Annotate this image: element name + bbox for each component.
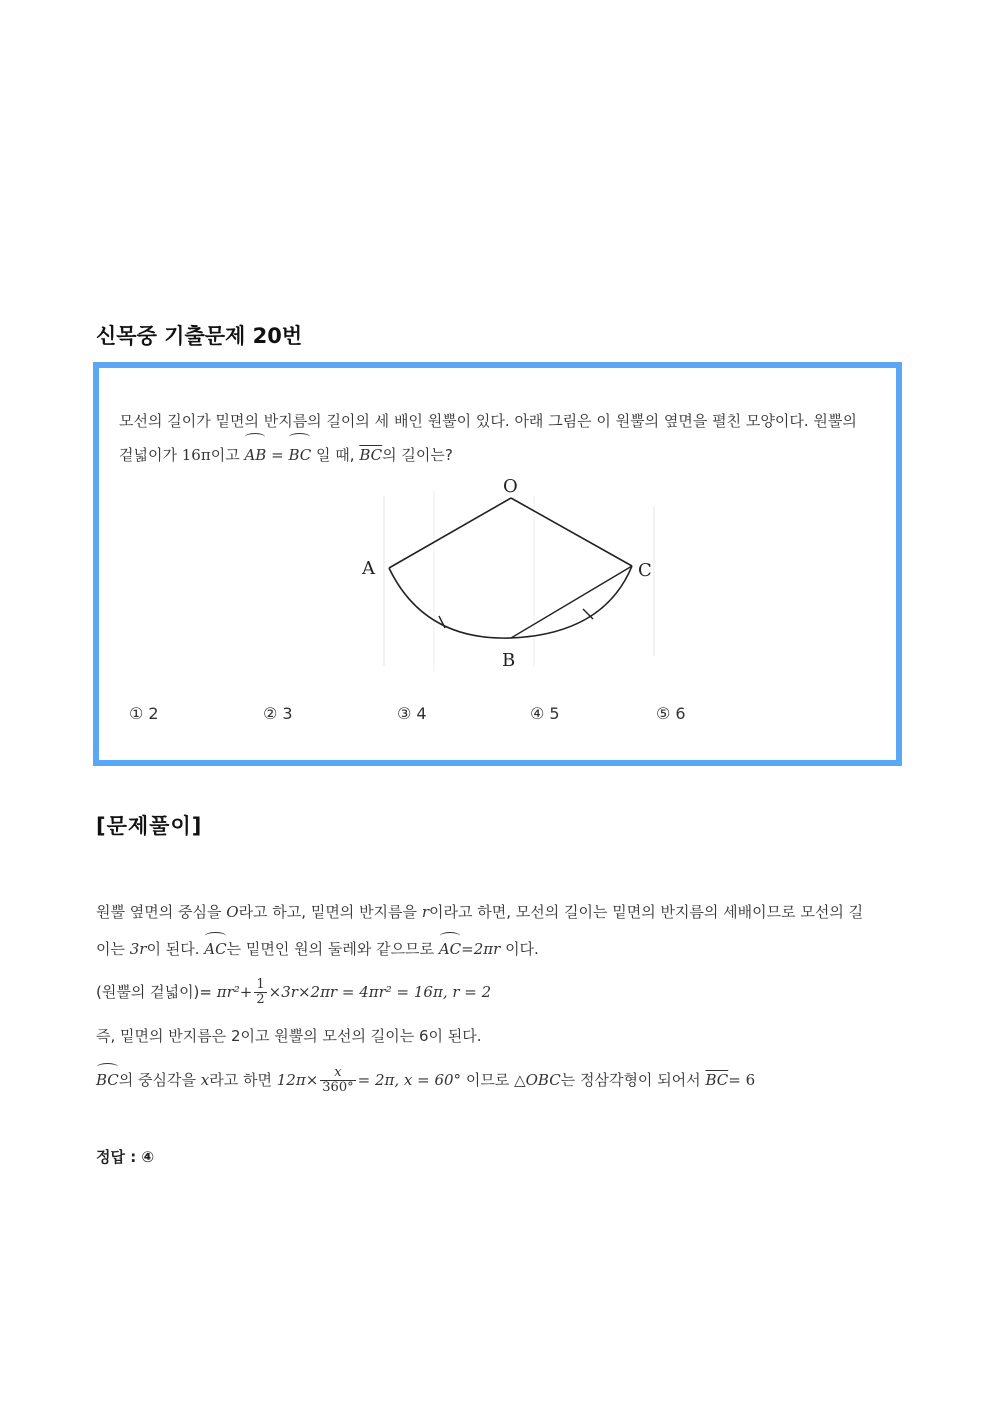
label-o: O [503, 476, 518, 497]
question-line-2 [119, 438, 879, 472]
sector-figure [354, 476, 674, 676]
tick-ab [439, 616, 445, 628]
question-text [119, 404, 879, 472]
solution-line-2: 이는 3r이 된다. AC는 밑면인 원의 둘레와 같으므로 AC=2πr 이다. [96, 937, 896, 961]
q-seg-bc: $\overline{BC}$ [359, 446, 383, 464]
label-c: C [638, 560, 652, 581]
frac-x-360: $\frac{x}{360^\circ}$ [322, 1065, 354, 1095]
solution-line-3: (원뿔의 겉넓이)= πr²+ $\frac{1}{2}$ ×3r×2πr = 4πr² = 16π, r = 2 [96, 977, 492, 1007]
solution-heading: [문제풀이] [96, 814, 203, 838]
radius-oc [511, 498, 632, 566]
question-line-1: 모선의 길이가 밑면의 반지름의 길이의 세 배인 원뿔이 있다. 아래 그림은 이 원뿔의 옆면을 펼친 모양이다. 원뿔의 [119, 412, 857, 430]
q-prefix: 겉넓이가 [119, 446, 177, 464]
question-box [93, 362, 902, 766]
choice-4[interactable]: ④ 5 [530, 704, 560, 723]
page-title: 신목중 기출문제 20번 [96, 324, 303, 348]
q-arc-ab: AB [244, 438, 266, 472]
q-suffix: 의 길이는? [382, 446, 453, 464]
solution-line-5: BC의 중심각을 x라고 하면 12π× $\frac{x}{360^\circ}$ = 2π, x = 60° 이므로 △OBC는 정삼각형이 되어서 $\overline{BC}= 6$ [96, 1065, 756, 1095]
choice-2[interactable]: ② 3 [263, 704, 293, 723]
solution-line-1: 원뿔 옆면의 중심을 O라고 하고, 밑면의 반지름을 r이라고 하면, 모선의 길이는 밑면의 반지름의 세배이므로 모선의 길 [96, 903, 864, 921]
q-when: 일 때, [316, 446, 355, 464]
radius-oa [389, 498, 511, 568]
q-area: 16π [181, 446, 211, 464]
q-equals: = [271, 446, 284, 464]
q-arc-bc: BC [288, 438, 311, 472]
arc-ac [389, 566, 632, 638]
q-mid: 이고 [210, 446, 240, 464]
chord-bc [511, 566, 632, 638]
choice-5[interactable]: ⑤ 6 [656, 704, 686, 723]
label-b: B [502, 650, 516, 671]
label-a: A [362, 558, 375, 579]
choice-3[interactable]: ③ 4 [397, 704, 427, 723]
answer: 정답 : ④ [96, 1148, 155, 1166]
solution-line-4: 즉, 밑면의 반지름은 2이고 원뿔의 모선의 길이는 6이 된다. [96, 1027, 482, 1045]
choice-1[interactable]: ① 2 [129, 704, 159, 723]
frac-half: $\frac{1}{2}$ [256, 977, 265, 1007]
